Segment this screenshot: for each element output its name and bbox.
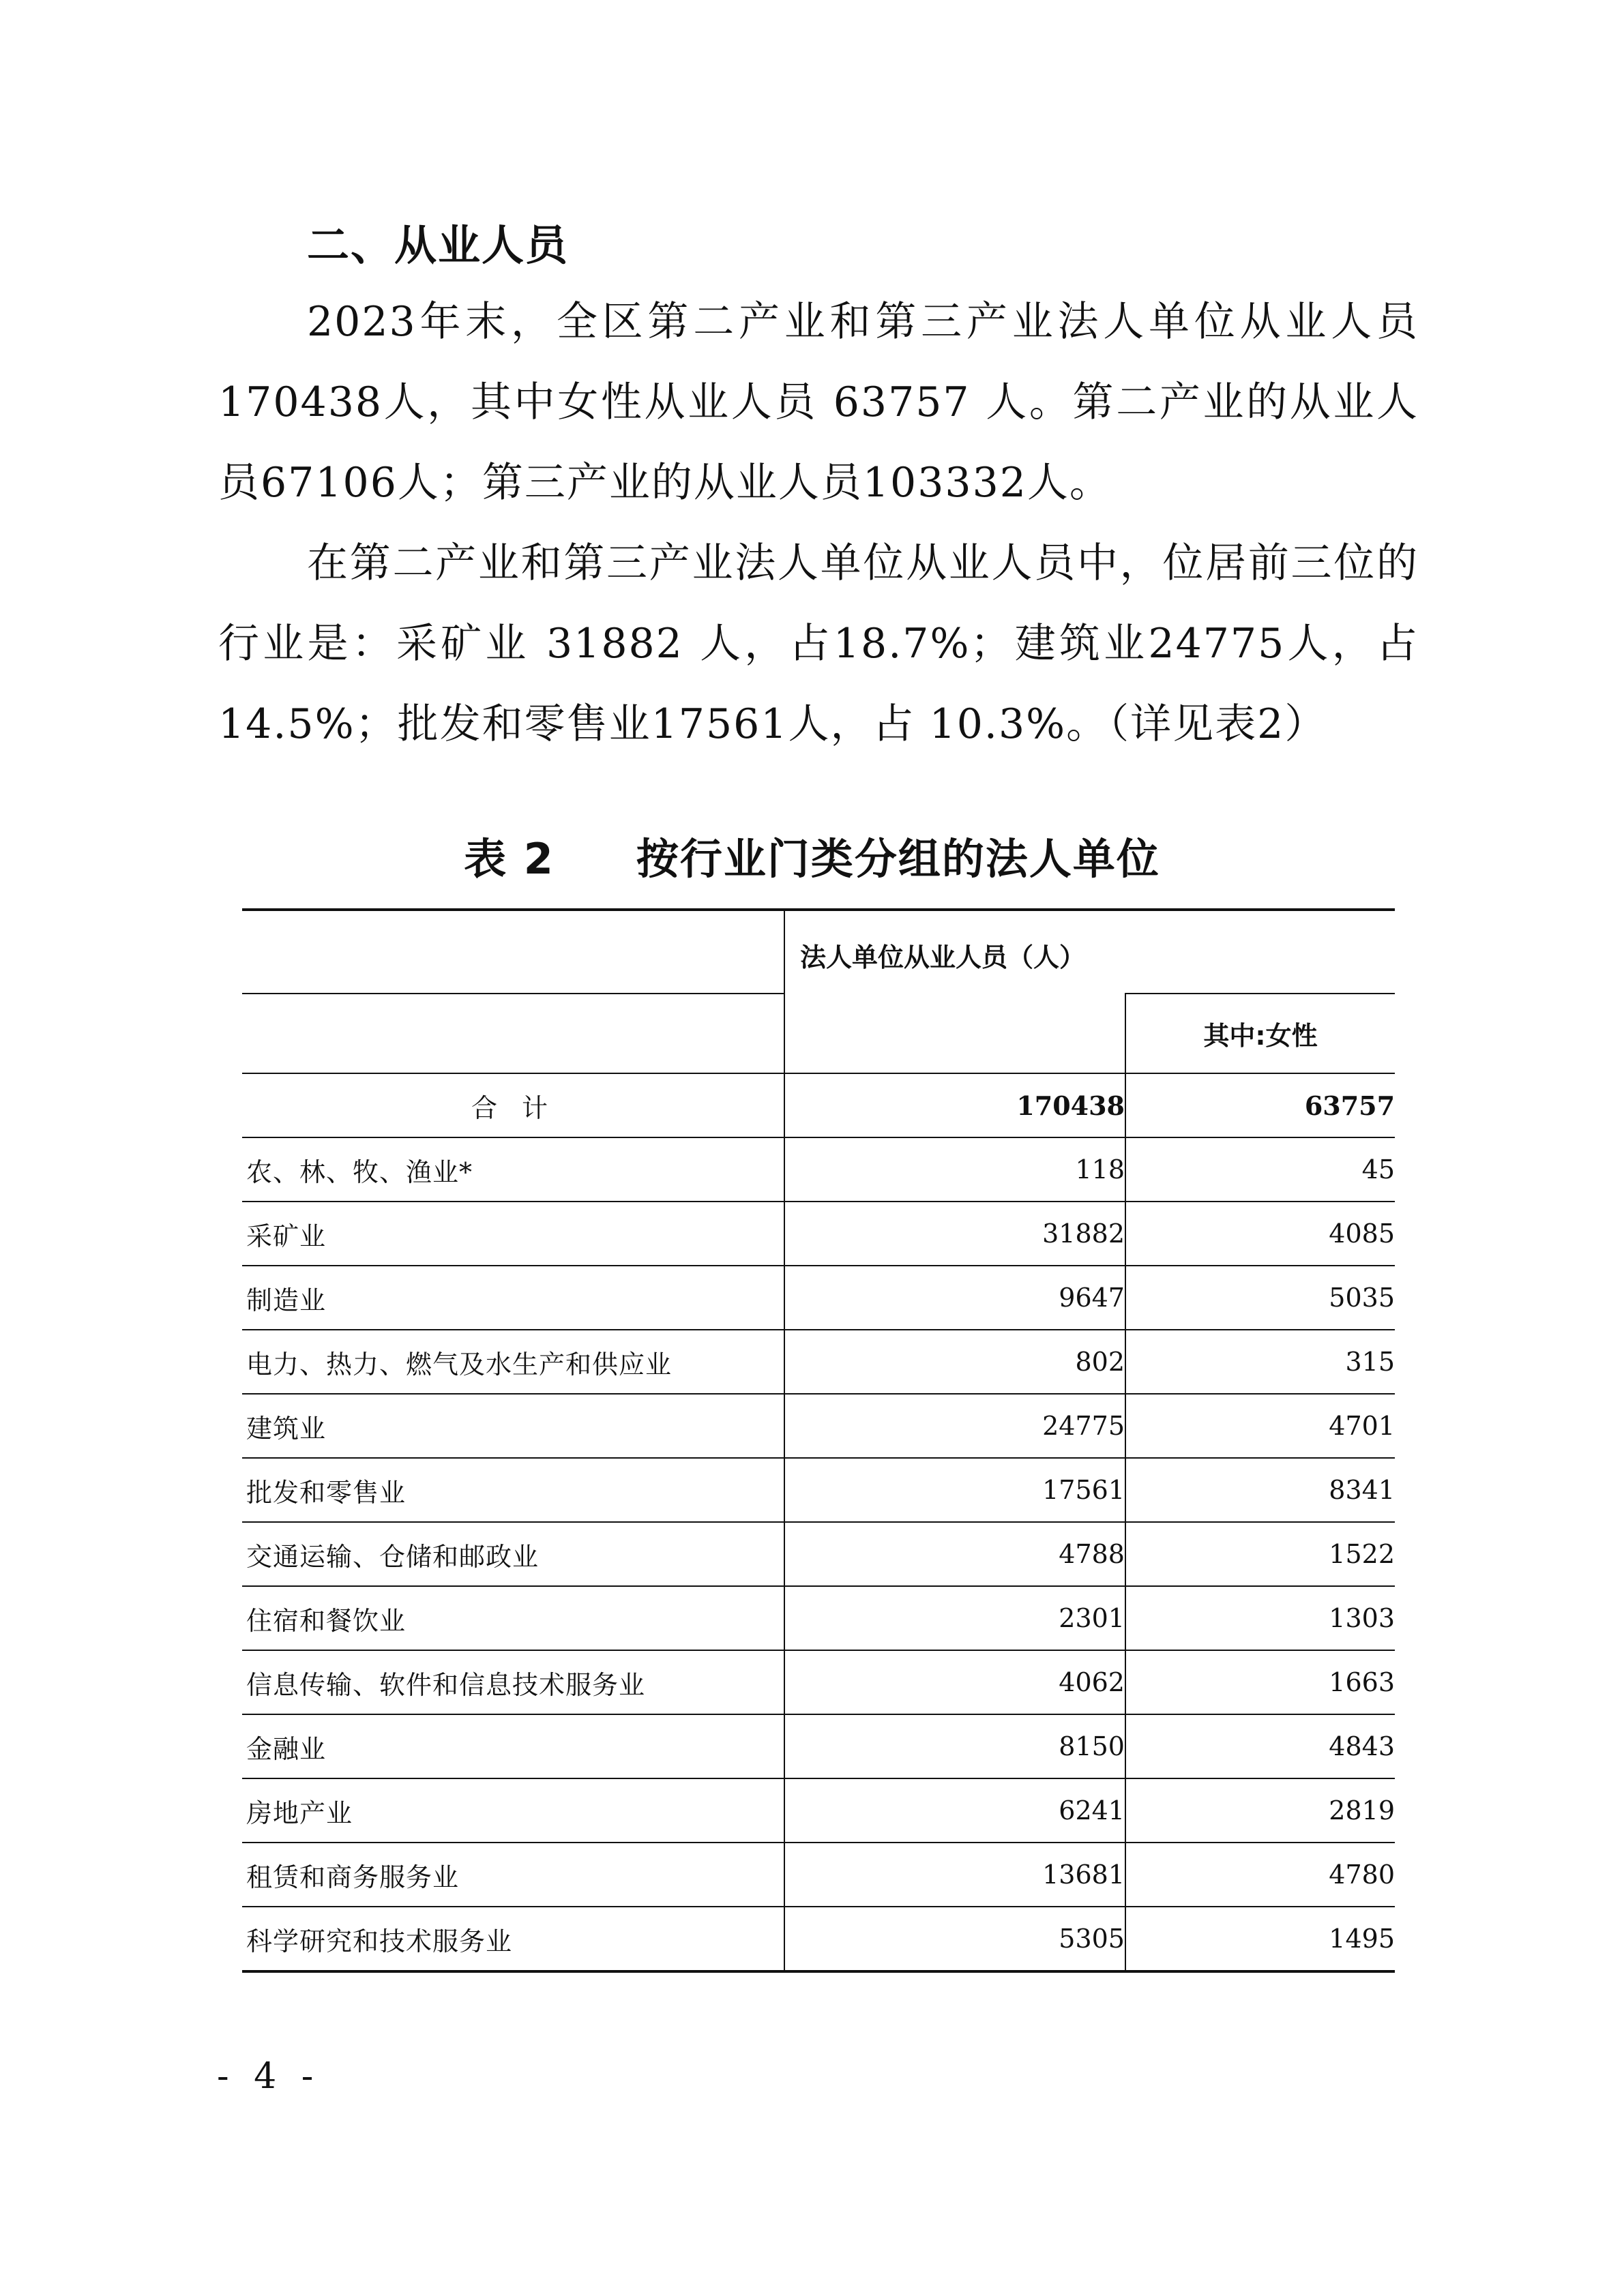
row-name: 农、林、牧、渔业* bbox=[242, 1137, 784, 1202]
section-heading: 二、从业人员 bbox=[307, 220, 570, 270]
row-name: 房地产业 bbox=[242, 1778, 784, 1843]
row-total-value: 13681 bbox=[784, 1843, 1125, 1907]
row-name: 合 计 bbox=[242, 1073, 784, 1137]
row-female-value: 315 bbox=[1125, 1330, 1395, 1394]
row-female-value: 2819 bbox=[1125, 1778, 1395, 1843]
row-total-value: 4062 bbox=[784, 1650, 1125, 1714]
table-row bbox=[242, 1202, 1395, 1266]
row-name: 批发和零售业 bbox=[242, 1458, 784, 1522]
row-female-value: 45 bbox=[1125, 1137, 1395, 1202]
table-row bbox=[242, 1394, 1395, 1458]
table-row bbox=[242, 1137, 1395, 1202]
table-row bbox=[242, 1650, 1395, 1714]
table-header-employees: 法人单位从业人员（人） bbox=[784, 910, 1395, 994]
row-total-value: 24775 bbox=[784, 1394, 1125, 1458]
row-female-value: 4843 bbox=[1125, 1714, 1395, 1778]
table-caption-label: 表 2 bbox=[464, 834, 555, 884]
row-total-value: 118 bbox=[784, 1137, 1125, 1202]
table-row bbox=[242, 1714, 1395, 1778]
row-female-value: 1303 bbox=[1125, 1586, 1395, 1650]
row-name: 住宿和餐饮业 bbox=[242, 1586, 784, 1650]
row-total-value: 6241 bbox=[784, 1778, 1125, 1843]
industry-table bbox=[242, 908, 1395, 1973]
table-row bbox=[242, 1843, 1395, 1907]
row-female-value: 1522 bbox=[1125, 1522, 1395, 1586]
row-name: 信息传输、软件和信息技术服务业 bbox=[242, 1650, 784, 1714]
row-female-value: 1663 bbox=[1125, 1650, 1395, 1714]
row-total-value: 5305 bbox=[784, 1907, 1125, 1971]
table-header-female: 其中:女性 bbox=[1125, 994, 1395, 1073]
row-female-value: 5035 bbox=[1125, 1266, 1395, 1330]
table-stub-header bbox=[242, 910, 784, 994]
row-name: 建筑业 bbox=[242, 1394, 784, 1458]
table-stub-header-lower bbox=[242, 994, 784, 1073]
row-total-value: 170438 bbox=[784, 1073, 1125, 1137]
row-name: 电力、热力、燃气及水生产和供应业 bbox=[242, 1330, 784, 1394]
table-row bbox=[242, 1266, 1395, 1330]
page-number: - 4 - bbox=[217, 2056, 321, 2097]
row-total-value: 4788 bbox=[784, 1522, 1125, 1586]
paragraph-2: 在第二产业和第三产业法人单位从业人员中，位居前三位的行业是：采矿业 31882 人，占18.7%；建筑业24775人，占 14.5%；批发和零售业17561人，占 10.3%。（详见表2） bbox=[218, 539, 1419, 748]
row-name: 采矿业 bbox=[242, 1202, 784, 1266]
row-female-value: 4780 bbox=[1125, 1843, 1395, 1907]
row-name: 制造业 bbox=[242, 1266, 784, 1330]
row-female-value: 63757 bbox=[1125, 1073, 1395, 1137]
table-row bbox=[242, 1778, 1395, 1843]
paragraph-1: 2023年末，全区第二产业和第三产业法人单位从业人员170438人，其中女性从业人员 63757 人。第二产业的从业人员67106人；第三产业的从业人员103332人。 bbox=[218, 298, 1419, 507]
table-caption-title: 按行业门类分组的法人单位 bbox=[636, 834, 1160, 884]
table-caption bbox=[0, 825, 1624, 886]
row-female-value: 8341 bbox=[1125, 1458, 1395, 1522]
table-row bbox=[242, 1330, 1395, 1394]
table-row-total bbox=[242, 1073, 1395, 1137]
table-row bbox=[242, 1522, 1395, 1586]
row-total-value: 2301 bbox=[784, 1586, 1125, 1650]
table-row bbox=[242, 1458, 1395, 1522]
row-name: 科学研究和技术服务业 bbox=[242, 1907, 784, 1971]
table-header-total-blank bbox=[784, 994, 1125, 1073]
row-name: 租赁和商务服务业 bbox=[242, 1843, 784, 1907]
row-female-value: 1495 bbox=[1125, 1907, 1395, 1971]
row-female-value: 4701 bbox=[1125, 1394, 1395, 1458]
row-name: 金融业 bbox=[242, 1714, 784, 1778]
row-total-value: 802 bbox=[784, 1330, 1125, 1394]
row-total-value: 17561 bbox=[784, 1458, 1125, 1522]
table-row bbox=[242, 1907, 1395, 1971]
table-row bbox=[242, 1586, 1395, 1650]
row-total-value: 9647 bbox=[784, 1266, 1125, 1330]
row-total-value: 31882 bbox=[784, 1202, 1125, 1266]
row-name: 交通运输、仓储和邮政业 bbox=[242, 1522, 784, 1586]
row-female-value: 4085 bbox=[1125, 1202, 1395, 1266]
row-total-value: 8150 bbox=[784, 1714, 1125, 1778]
